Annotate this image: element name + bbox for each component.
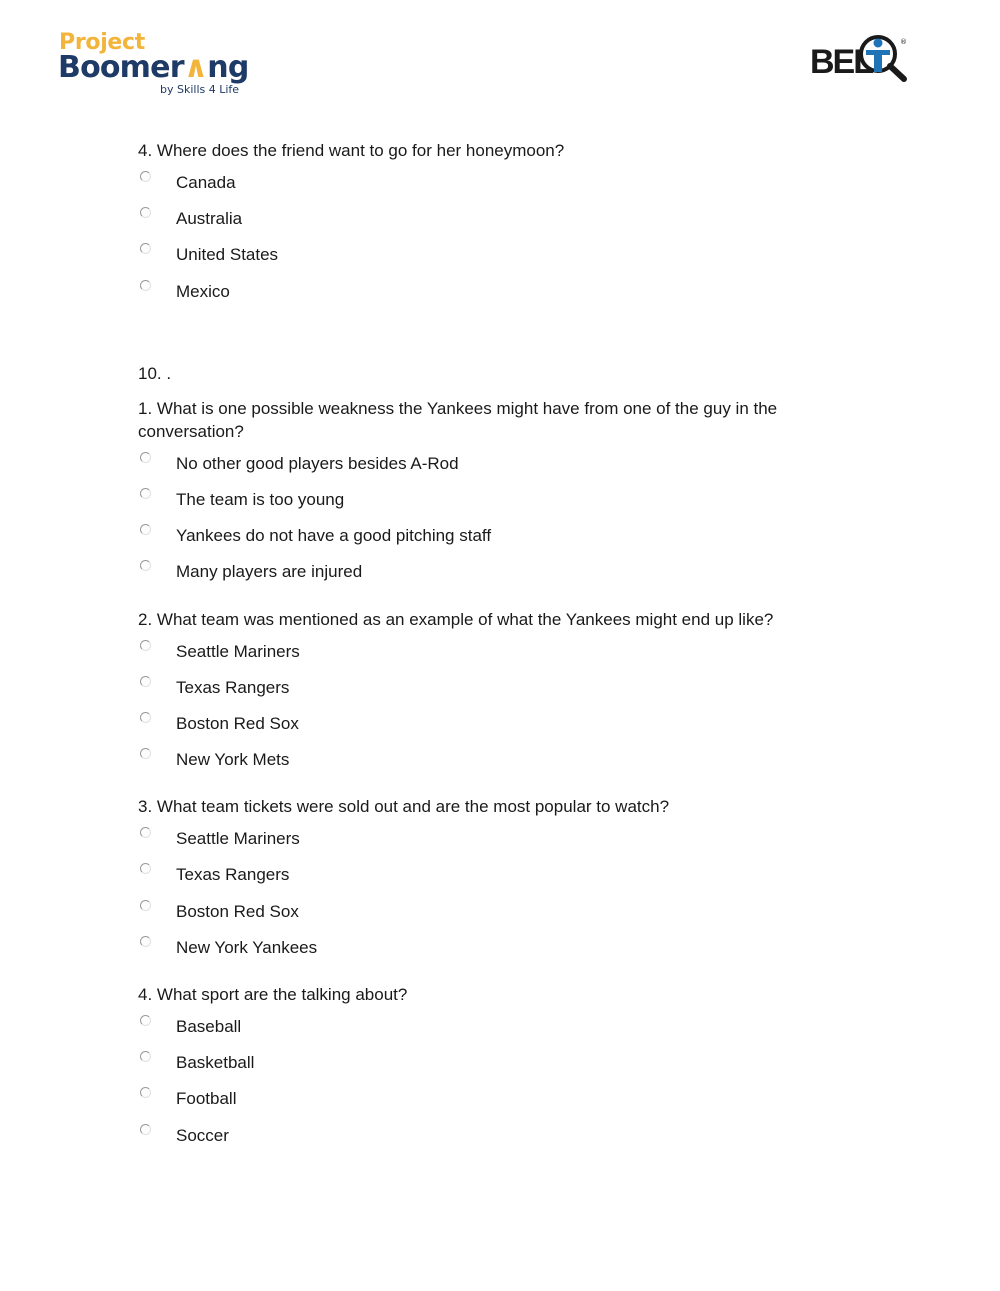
radio-button[interactable] [140, 1087, 151, 1098]
option-label: Soccer [176, 1125, 229, 1145]
radio-button[interactable] [140, 280, 151, 291]
option-label: Canada [176, 173, 236, 192]
option-item[interactable] [138, 900, 838, 936]
belt-logo-text: BEL [810, 43, 872, 81]
question-block [138, 397, 838, 597]
option-item[interactable] [138, 936, 838, 972]
quiz-content [138, 139, 838, 1160]
option-item[interactable] [138, 207, 838, 243]
option-item[interactable] [138, 676, 838, 712]
option-item[interactable] [138, 863, 838, 899]
option-label: Australia [176, 209, 243, 229]
radio-button[interactable] [140, 452, 151, 463]
radio-button[interactable] [140, 936, 151, 947]
option-label: Seattle Mariners [176, 641, 300, 661]
option-label: Boston Red Sox [176, 713, 299, 733]
boomerang-chevron-icon: ∧ [183, 50, 208, 85]
question-text: 2. What team was mentioned as an example of what the Yankees might end up like? [138, 609, 774, 629]
logo-project-text: Project [59, 30, 146, 55]
option-label: Texas Rangers [176, 865, 290, 885]
radio-button[interactable] [140, 640, 151, 651]
option-label: Yankees do not have a good pitching staff [176, 526, 492, 546]
question-text: 1. What is one possible weakness the Yankees might have from one of the guy in the conversation? [138, 398, 778, 441]
options-list [138, 640, 838, 785]
radio-button[interactable] [140, 676, 151, 687]
option-label: Many players are injured [176, 562, 363, 582]
radio-button[interactable] [140, 863, 151, 874]
option-item[interactable] [138, 748, 838, 784]
option-item[interactable] [138, 560, 838, 596]
option-item[interactable] [138, 452, 838, 488]
radio-button[interactable] [140, 712, 151, 723]
option-label: The team is too young [176, 489, 345, 509]
options-list [138, 1015, 838, 1160]
option-label: New York Yankees [176, 937, 318, 957]
option-label: Mexico [176, 281, 230, 301]
option-label: Texas Rangers [176, 677, 290, 697]
section-number: 10. . [138, 363, 172, 383]
logo-boomerang-text: Boomer∧ng [58, 50, 249, 85]
option-item[interactable] [138, 712, 838, 748]
option-item[interactable] [138, 1051, 838, 1087]
question-block [138, 795, 838, 972]
belt-magnifier-person-icon [858, 34, 912, 84]
radio-button[interactable] [140, 900, 151, 911]
question-block [138, 983, 838, 1160]
project-boomerang-logo [58, 30, 268, 100]
option-item[interactable] [138, 640, 838, 676]
option-label: Baseball [176, 1017, 242, 1036]
radio-button[interactable] [140, 1051, 151, 1062]
logo-byline: by Skills 4 Life [160, 83, 240, 96]
option-item[interactable] [138, 1015, 838, 1051]
option-item[interactable] [138, 171, 838, 207]
radio-button[interactable] [140, 243, 151, 254]
radio-button[interactable] [140, 560, 151, 571]
options-list [138, 452, 838, 597]
option-item[interactable] [138, 280, 838, 316]
options-list [138, 827, 838, 972]
question-block [138, 139, 838, 316]
radio-button[interactable] [140, 171, 151, 182]
belt-logo [808, 34, 912, 84]
radio-button[interactable] [140, 524, 151, 535]
question-text: 4. Where does the friend want to go for her honeymoon? [138, 141, 565, 160]
option-label: Seattle Mariners [176, 829, 300, 849]
radio-button[interactable] [140, 488, 151, 499]
option-item[interactable] [138, 827, 838, 863]
question-text: 4. What sport are the talking about? [138, 985, 408, 1004]
options-list [138, 171, 838, 316]
option-label: Basketball [176, 1053, 255, 1073]
radio-button[interactable] [140, 827, 151, 838]
radio-button[interactable] [140, 1124, 151, 1135]
option-item[interactable] [138, 1087, 838, 1123]
question-block [138, 608, 838, 785]
question-text: 3. What team tickets were sold out and are the most popular to watch? [138, 797, 670, 817]
radio-button[interactable] [140, 207, 151, 218]
option-label: United States [176, 245, 279, 265]
option-item[interactable] [138, 1124, 838, 1160]
option-item[interactable] [138, 488, 838, 524]
option-item[interactable] [138, 524, 838, 560]
option-label: Football [176, 1089, 237, 1109]
option-label: New York Mets [176, 750, 290, 770]
radio-button[interactable] [140, 748, 151, 759]
registered-mark: ® [900, 38, 907, 46]
option-label: Boston Red Sox [176, 901, 299, 921]
option-item[interactable] [138, 243, 838, 279]
radio-button[interactable] [140, 1015, 151, 1026]
option-label: No other good players besides A-Rod [176, 453, 459, 473]
